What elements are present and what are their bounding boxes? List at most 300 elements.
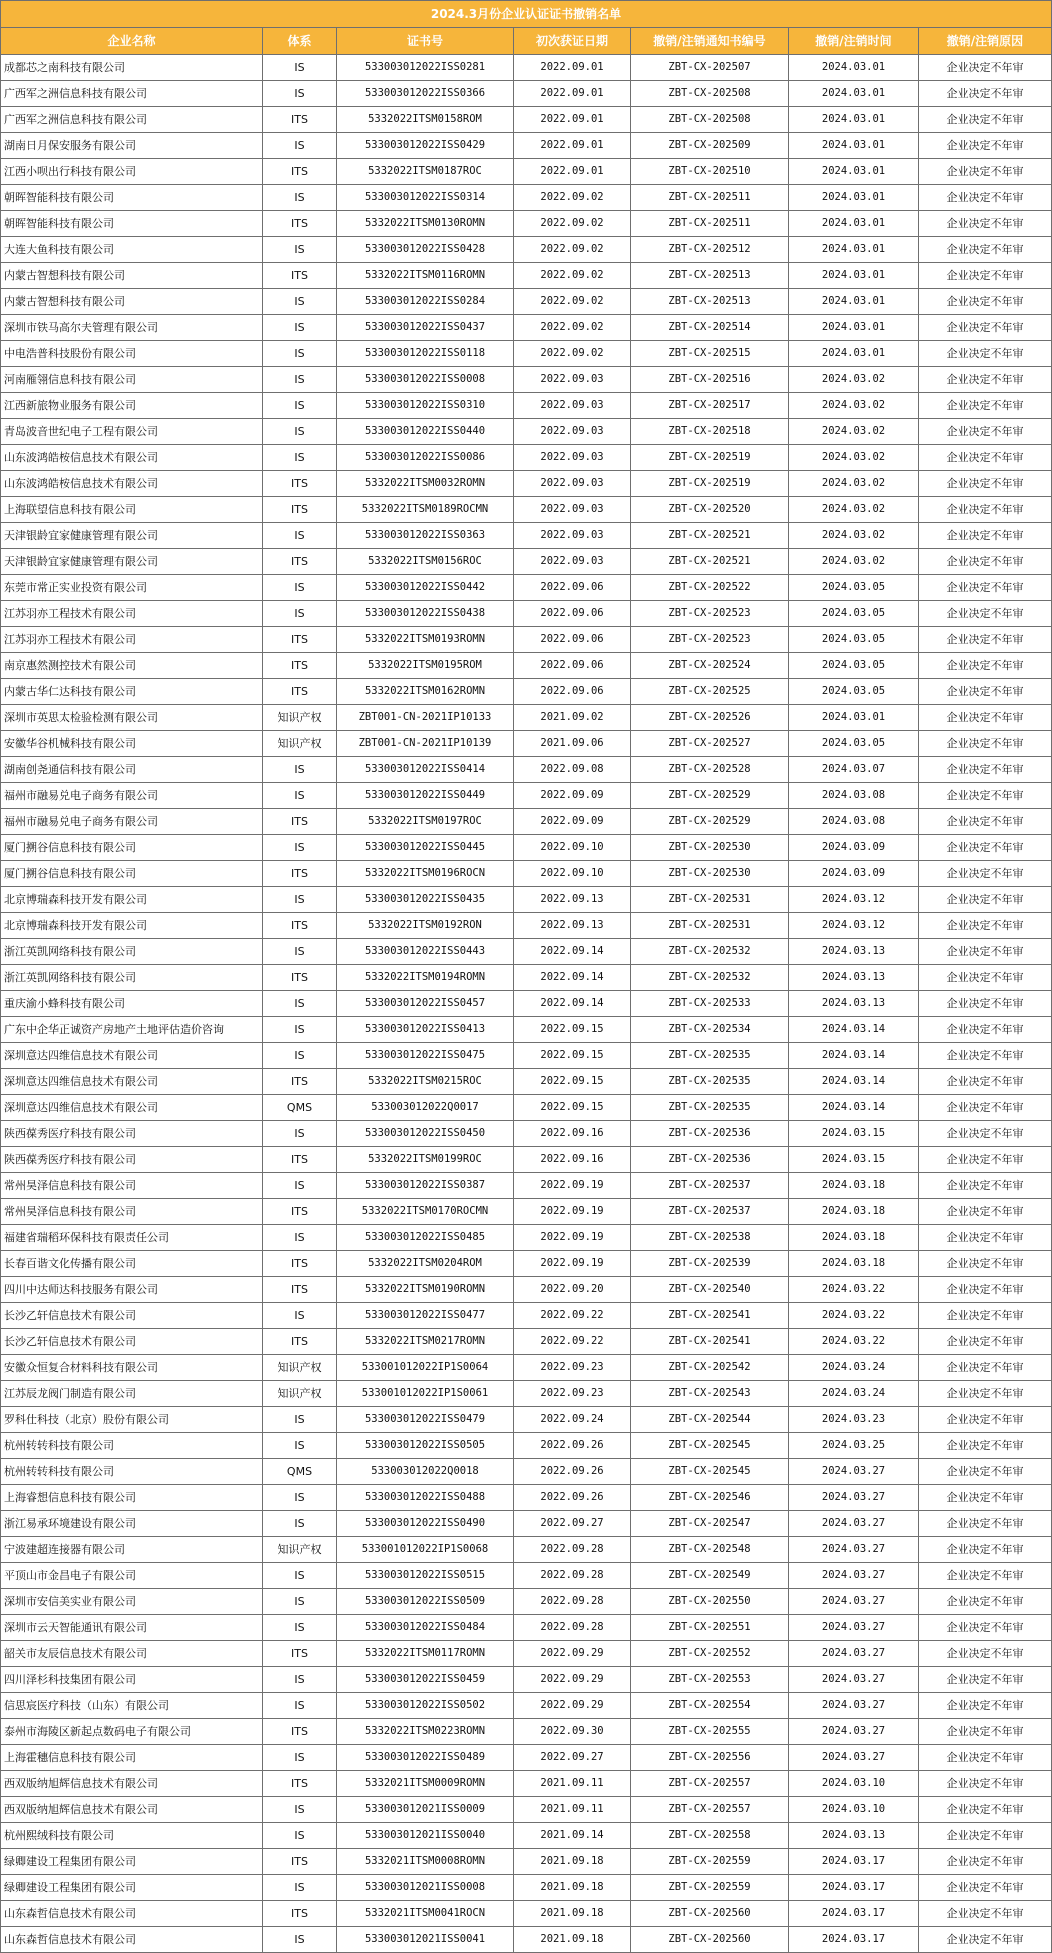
cell-reason: 企业决定不年审 [919, 1407, 1052, 1433]
cell-notice-number: ZBT-CX-202535 [631, 1043, 789, 1069]
cell-certificate-number: 533003012022ISS0414 [337, 757, 514, 783]
cell-certificate-number: 5332022ITSM0116ROMN [337, 263, 514, 289]
table-row [1, 913, 1052, 939]
cell-initial-date: 2022.09.06 [514, 653, 631, 679]
cell-notice-number: ZBT-CX-202550 [631, 1589, 789, 1615]
cell-system: ITS [263, 679, 337, 705]
table-body [1, 55, 1052, 1953]
cell-system: IS [263, 133, 337, 159]
cell-company-name: 长沙乙轩信息技术有限公司 [1, 1303, 263, 1329]
cell-system: IS [263, 991, 337, 1017]
cell-notice-number: ZBT-CX-202536 [631, 1121, 789, 1147]
cell-system: IS [263, 783, 337, 809]
cell-company-name: 陕西葆秀医疗科技有限公司 [1, 1121, 263, 1147]
cell-revocation-date: 2024.03.18 [789, 1251, 919, 1277]
cell-revocation-date: 2024.03.02 [789, 367, 919, 393]
cell-reason: 企业决定不年审 [919, 341, 1052, 367]
table-row [1, 1485, 1052, 1511]
cell-reason: 企业决定不年审 [919, 1771, 1052, 1797]
cell-reason: 企业决定不年审 [919, 1069, 1052, 1095]
cell-company-name: 北京博瑞森科技开发有限公司 [1, 913, 263, 939]
cell-company-name: 四川中达师达科技服务有限公司 [1, 1277, 263, 1303]
cell-initial-date: 2022.09.01 [514, 107, 631, 133]
cell-notice-number: ZBT-CX-202540 [631, 1277, 789, 1303]
table-row [1, 1303, 1052, 1329]
cell-initial-date: 2022.09.14 [514, 965, 631, 991]
title-row [1, 1, 1052, 28]
cell-certificate-number: 533003012022ISS0445 [337, 835, 514, 861]
cell-certificate-number: 533003012022ISS0435 [337, 887, 514, 913]
table-row [1, 939, 1052, 965]
cell-system: ITS [263, 861, 337, 887]
cell-revocation-date: 2024.03.01 [789, 81, 919, 107]
cell-revocation-date: 2024.03.14 [789, 1069, 919, 1095]
cell-revocation-date: 2024.03.27 [789, 1615, 919, 1641]
cell-company-name: 安徽华谷机械科技有限公司 [1, 731, 263, 757]
cell-company-name: 上海睿想信息科技有限公司 [1, 1485, 263, 1511]
cell-company-name: 安徽众恒复合材料科技有限公司 [1, 1355, 263, 1381]
cell-notice-number: ZBT-CX-202557 [631, 1797, 789, 1823]
cell-initial-date: 2022.09.13 [514, 913, 631, 939]
table-row [1, 1251, 1052, 1277]
cell-initial-date: 2022.09.10 [514, 861, 631, 887]
table-row [1, 1043, 1052, 1069]
table-row [1, 237, 1052, 263]
cell-initial-date: 2022.09.02 [514, 315, 631, 341]
cell-revocation-date: 2024.03.02 [789, 445, 919, 471]
cell-company-name: 山东森哲信息技术有限公司 [1, 1901, 263, 1927]
cell-system: IS [263, 1823, 337, 1849]
cell-notice-number: ZBT-CX-202527 [631, 731, 789, 757]
cell-system: IS [263, 523, 337, 549]
cell-notice-number: ZBT-CX-202509 [631, 133, 789, 159]
cell-company-name: 成都芯之南科技有限公司 [1, 55, 263, 81]
cell-system: IS [263, 81, 337, 107]
cell-initial-date: 2022.09.06 [514, 679, 631, 705]
cell-system: IS [263, 1693, 337, 1719]
cell-reason: 企业决定不年审 [919, 835, 1052, 861]
cell-initial-date: 2022.09.27 [514, 1745, 631, 1771]
cell-notice-number: ZBT-CX-202521 [631, 523, 789, 549]
table-row [1, 861, 1052, 887]
cell-reason: 企业决定不年审 [919, 471, 1052, 497]
cell-notice-number: ZBT-CX-202541 [631, 1329, 789, 1355]
cell-company-name: 重庆渝小蜂科技有限公司 [1, 991, 263, 1017]
cell-certificate-number: 5332022ITSM0190ROMN [337, 1277, 514, 1303]
cell-revocation-date: 2024.03.18 [789, 1225, 919, 1251]
cell-revocation-date: 2024.03.27 [789, 1563, 919, 1589]
cell-revocation-date: 2024.03.08 [789, 783, 919, 809]
cell-certificate-number: 533003012022ISS0437 [337, 315, 514, 341]
table-row [1, 549, 1052, 575]
table-row [1, 55, 1052, 81]
cell-notice-number: ZBT-CX-202532 [631, 965, 789, 991]
cell-certificate-number: 533003012022ISS0484 [337, 1615, 514, 1641]
table-row [1, 1173, 1052, 1199]
cell-company-name: 江苏辰龙阀门制造有限公司 [1, 1381, 263, 1407]
cell-revocation-date: 2024.03.27 [789, 1511, 919, 1537]
cell-revocation-date: 2024.03.01 [789, 185, 919, 211]
cell-certificate-number: 5332022ITSM0215ROC [337, 1069, 514, 1095]
cell-system: QMS [263, 1459, 337, 1485]
cell-notice-number: ZBT-CX-202558 [631, 1823, 789, 1849]
cell-revocation-date: 2024.03.27 [789, 1693, 919, 1719]
table-row [1, 107, 1052, 133]
cell-system: 知识产权 [263, 1381, 337, 1407]
cell-revocation-date: 2024.03.22 [789, 1329, 919, 1355]
cell-company-name: 绿卿建设工程集团有限公司 [1, 1875, 263, 1901]
table-row [1, 523, 1052, 549]
cell-system: ITS [263, 1199, 337, 1225]
cell-revocation-date: 2024.03.17 [789, 1849, 919, 1875]
column-header-certificate-number: 证书号 [337, 28, 514, 55]
cell-reason: 企业决定不年审 [919, 1875, 1052, 1901]
cell-notice-number: ZBT-CX-202555 [631, 1719, 789, 1745]
cell-certificate-number: 533003012022ISS0387 [337, 1173, 514, 1199]
cell-initial-date: 2022.09.15 [514, 1095, 631, 1121]
cell-revocation-date: 2024.03.17 [789, 1927, 919, 1953]
cell-initial-date: 2022.09.14 [514, 991, 631, 1017]
cell-notice-number: ZBT-CX-202548 [631, 1537, 789, 1563]
cell-initial-date: 2022.09.03 [514, 419, 631, 445]
cell-system: ITS [263, 1069, 337, 1095]
cell-certificate-number: 533003012022ISS0450 [337, 1121, 514, 1147]
cell-certificate-number: 5332022ITSM0130ROMN [337, 211, 514, 237]
table-row [1, 627, 1052, 653]
cell-certificate-number: 533003012022ISS0366 [337, 81, 514, 107]
cell-initial-date: 2022.09.19 [514, 1251, 631, 1277]
cell-revocation-date: 2024.03.14 [789, 1017, 919, 1043]
cell-system: IS [263, 939, 337, 965]
table-row [1, 991, 1052, 1017]
cell-company-name: 杭州转转科技有限公司 [1, 1459, 263, 1485]
cell-notice-number: ZBT-CX-202514 [631, 315, 789, 341]
cell-reason: 企业决定不年审 [919, 1511, 1052, 1537]
cell-reason: 企业决定不年审 [919, 1329, 1052, 1355]
cell-revocation-date: 2024.03.02 [789, 497, 919, 523]
cell-system: ITS [263, 627, 337, 653]
cell-certificate-number: 533003012022ISS0008 [337, 367, 514, 393]
cell-system: IS [263, 1173, 337, 1199]
cell-notice-number: ZBT-CX-202545 [631, 1459, 789, 1485]
cell-system: ITS [263, 1901, 337, 1927]
cell-initial-date: 2022.09.02 [514, 211, 631, 237]
cell-notice-number: ZBT-CX-202543 [631, 1381, 789, 1407]
cell-system: IS [263, 1563, 337, 1589]
cell-reason: 企业决定不年审 [919, 1251, 1052, 1277]
cell-company-name: 中电浩普科技股份有限公司 [1, 341, 263, 367]
cell-certificate-number: 5332021ITSM0009ROMN [337, 1771, 514, 1797]
cell-revocation-date: 2024.03.05 [789, 575, 919, 601]
cell-system: IS [263, 887, 337, 913]
cell-reason: 企业决定不年审 [919, 1277, 1052, 1303]
cell-revocation-date: 2024.03.13 [789, 965, 919, 991]
cell-system: IS [263, 1667, 337, 1693]
cell-notice-number: ZBT-CX-202535 [631, 1069, 789, 1095]
cell-notice-number: ZBT-CX-202531 [631, 887, 789, 913]
cell-company-name: 深圳市云天智能通讯有限公司 [1, 1615, 263, 1641]
table-row [1, 1355, 1052, 1381]
cell-notice-number: ZBT-CX-202541 [631, 1303, 789, 1329]
cell-notice-number: ZBT-CX-202515 [631, 341, 789, 367]
cell-certificate-number: 5332022ITSM0193ROMN [337, 627, 514, 653]
cell-certificate-number: 533003012022ISS0449 [337, 783, 514, 809]
cell-revocation-date: 2024.03.02 [789, 523, 919, 549]
cell-company-name: 湖南日月保安服务有限公司 [1, 133, 263, 159]
cell-notice-number: ZBT-CX-202531 [631, 913, 789, 939]
cell-system: IS [263, 237, 337, 263]
cell-certificate-number: 5332022ITSM0204ROM [337, 1251, 514, 1277]
cell-initial-date: 2022.09.02 [514, 289, 631, 315]
cell-certificate-number: 533003012022ISS0086 [337, 445, 514, 471]
cell-certificate-number: 533003012022ISS0413 [337, 1017, 514, 1043]
cell-reason: 企业决定不年审 [919, 1667, 1052, 1693]
cell-reason: 企业决定不年审 [919, 861, 1052, 887]
cell-initial-date: 2022.09.16 [514, 1147, 631, 1173]
cell-initial-date: 2022.09.01 [514, 81, 631, 107]
cell-notice-number: ZBT-CX-202547 [631, 1511, 789, 1537]
cell-revocation-date: 2024.03.01 [789, 705, 919, 731]
cell-certificate-number: 5332022ITSM0170ROCMN [337, 1199, 514, 1225]
cell-system: ITS [263, 653, 337, 679]
cell-initial-date: 2022.09.02 [514, 237, 631, 263]
cell-initial-date: 2022.09.27 [514, 1511, 631, 1537]
table-row [1, 1797, 1052, 1823]
cell-reason: 企业决定不年审 [919, 1849, 1052, 1875]
cell-system: IS [263, 1615, 337, 1641]
cell-initial-date: 2022.09.01 [514, 159, 631, 185]
cell-revocation-date: 2024.03.13 [789, 991, 919, 1017]
cell-initial-date: 2022.09.28 [514, 1615, 631, 1641]
cell-notice-number: ZBT-CX-202526 [631, 705, 789, 731]
cell-revocation-date: 2024.03.09 [789, 835, 919, 861]
table-row [1, 133, 1052, 159]
cell-initial-date: 2022.09.02 [514, 185, 631, 211]
cell-revocation-date: 2024.03.18 [789, 1173, 919, 1199]
cell-revocation-date: 2024.03.01 [789, 133, 919, 159]
cell-revocation-date: 2024.03.27 [789, 1459, 919, 1485]
cell-reason: 企业决定不年审 [919, 887, 1052, 913]
cell-notice-number: ZBT-CX-202511 [631, 211, 789, 237]
cell-revocation-date: 2024.03.02 [789, 419, 919, 445]
cell-reason: 企业决定不年审 [919, 393, 1052, 419]
cell-notice-number: ZBT-CX-202523 [631, 627, 789, 653]
cell-initial-date: 2022.09.03 [514, 445, 631, 471]
table-row [1, 1095, 1052, 1121]
column-header-revocation-date: 撤销/注销时间 [789, 28, 919, 55]
cell-revocation-date: 2024.03.27 [789, 1719, 919, 1745]
cell-revocation-date: 2024.03.01 [789, 55, 919, 81]
cell-certificate-number: 533001012022IP1S0068 [337, 1537, 514, 1563]
cell-system: IS [263, 1797, 337, 1823]
cell-certificate-number: 5332021ITSM0041ROCN [337, 1901, 514, 1927]
cell-revocation-date: 2024.03.01 [789, 341, 919, 367]
cell-notice-number: ZBT-CX-202533 [631, 991, 789, 1017]
cell-system: IS [263, 445, 337, 471]
cell-notice-number: ZBT-CX-202552 [631, 1641, 789, 1667]
cell-revocation-date: 2024.03.01 [789, 289, 919, 315]
cell-company-name: 深圳意达四维信息技术有限公司 [1, 1095, 263, 1121]
table-row [1, 81, 1052, 107]
cell-initial-date: 2022.09.24 [514, 1407, 631, 1433]
cell-certificate-number: 533003012022ISS0442 [337, 575, 514, 601]
cell-company-name: 广西军之洲信息科技有限公司 [1, 81, 263, 107]
cell-reason: 企业决定不年审 [919, 1563, 1052, 1589]
cell-initial-date: 2022.09.13 [514, 887, 631, 913]
cell-revocation-date: 2024.03.05 [789, 731, 919, 757]
cell-notice-number: ZBT-CX-202536 [631, 1147, 789, 1173]
cell-revocation-date: 2024.03.01 [789, 107, 919, 133]
cell-revocation-date: 2024.03.05 [789, 627, 919, 653]
cell-notice-number: ZBT-CX-202542 [631, 1355, 789, 1381]
cell-reason: 企业决定不年审 [919, 1303, 1052, 1329]
cell-reason: 企业决定不年审 [919, 679, 1052, 705]
cell-notice-number: ZBT-CX-202549 [631, 1563, 789, 1589]
cell-system: IS [263, 289, 337, 315]
table-row [1, 1381, 1052, 1407]
cell-system: ITS [263, 1849, 337, 1875]
cell-certificate-number: 533003012022ISS0310 [337, 393, 514, 419]
cell-reason: 企业决定不年审 [919, 81, 1052, 107]
cell-notice-number: ZBT-CX-202516 [631, 367, 789, 393]
table-row [1, 1017, 1052, 1043]
cell-initial-date: 2021.09.18 [514, 1875, 631, 1901]
cell-initial-date: 2022.09.01 [514, 55, 631, 81]
cell-system: ITS [263, 159, 337, 185]
cell-notice-number: ZBT-CX-202519 [631, 445, 789, 471]
cell-certificate-number: 5332022ITSM0196ROCN [337, 861, 514, 887]
cell-company-name: 山东波鸿皓桉信息技术有限公司 [1, 445, 263, 471]
cell-certificate-number: 5332022ITSM0223ROMN [337, 1719, 514, 1745]
cell-reason: 企业决定不年审 [919, 705, 1052, 731]
cell-system: IS [263, 1043, 337, 1069]
cell-certificate-number: 5332022ITSM0189ROCMN [337, 497, 514, 523]
cell-certificate-number: 533003012022ISS0485 [337, 1225, 514, 1251]
cell-system: IS [263, 185, 337, 211]
cell-revocation-date: 2024.03.05 [789, 679, 919, 705]
cell-notice-number: ZBT-CX-202557 [631, 1771, 789, 1797]
cell-system: 知识产权 [263, 1537, 337, 1563]
cell-reason: 企业决定不年审 [919, 367, 1052, 393]
cell-notice-number: ZBT-CX-202512 [631, 237, 789, 263]
table-row [1, 1121, 1052, 1147]
cell-system: IS [263, 757, 337, 783]
table-row [1, 705, 1052, 731]
cell-notice-number: ZBT-CX-202519 [631, 471, 789, 497]
cell-certificate-number: 5332022ITSM0162ROMN [337, 679, 514, 705]
cell-company-name: 信思宸医疗科技（山东）有限公司 [1, 1693, 263, 1719]
cell-revocation-date: 2024.03.12 [789, 913, 919, 939]
cell-revocation-date: 2024.03.01 [789, 315, 919, 341]
table-row [1, 1147, 1052, 1173]
table-row [1, 1589, 1052, 1615]
cell-initial-date: 2022.09.29 [514, 1667, 631, 1693]
cell-notice-number: ZBT-CX-202539 [631, 1251, 789, 1277]
table-row [1, 1927, 1052, 1953]
cell-certificate-number: 533003012022ISS0505 [337, 1433, 514, 1459]
cell-reason: 企业决定不年审 [919, 1693, 1052, 1719]
cell-notice-number: ZBT-CX-202559 [631, 1849, 789, 1875]
cell-reason: 企业决定不年审 [919, 1225, 1052, 1251]
cell-initial-date: 2022.09.15 [514, 1043, 631, 1069]
cell-revocation-date: 2024.03.27 [789, 1589, 919, 1615]
cell-initial-date: 2022.09.19 [514, 1199, 631, 1225]
cell-initial-date: 2022.09.30 [514, 1719, 631, 1745]
cell-initial-date: 2022.09.23 [514, 1381, 631, 1407]
table-row [1, 679, 1052, 705]
cell-certificate-number: 533003012022ISS0509 [337, 1589, 514, 1615]
cell-certificate-number: 5332022ITSM0117ROMN [337, 1641, 514, 1667]
cell-initial-date: 2021.09.18 [514, 1927, 631, 1953]
cell-initial-date: 2022.09.03 [514, 367, 631, 393]
cell-initial-date: 2022.09.26 [514, 1485, 631, 1511]
cell-notice-number: ZBT-CX-202534 [631, 1017, 789, 1043]
cell-certificate-number: 533003012022ISS0475 [337, 1043, 514, 1069]
cell-notice-number: ZBT-CX-202560 [631, 1927, 789, 1953]
cell-reason: 企业决定不年审 [919, 783, 1052, 809]
cell-revocation-date: 2024.03.22 [789, 1303, 919, 1329]
cell-initial-date: 2021.09.18 [514, 1901, 631, 1927]
cell-revocation-date: 2024.03.24 [789, 1381, 919, 1407]
cell-system: ITS [263, 263, 337, 289]
cell-certificate-number: 533003012022ISS0440 [337, 419, 514, 445]
table-row [1, 1563, 1052, 1589]
cell-system: IS [263, 1017, 337, 1043]
cell-certificate-number: 533003012022ISS0429 [337, 133, 514, 159]
cell-company-name: 西双版纳旭辉信息技术有限公司 [1, 1797, 263, 1823]
column-header-initial-date: 初次获证日期 [514, 28, 631, 55]
cell-certificate-number: 533003012022ISS0438 [337, 601, 514, 627]
cell-reason: 企业决定不年审 [919, 497, 1052, 523]
cell-reason: 企业决定不年审 [919, 913, 1052, 939]
column-header-reason: 撤销/注销原因 [919, 28, 1052, 55]
table-row [1, 835, 1052, 861]
cell-company-name: 深圳市英思太检验检测有限公司 [1, 705, 263, 731]
cell-certificate-number: 533003012022ISS0489 [337, 1745, 514, 1771]
cell-revocation-date: 2024.03.05 [789, 601, 919, 627]
cell-company-name: 深圳意达四维信息技术有限公司 [1, 1069, 263, 1095]
cell-certificate-number: 533003012022ISS0502 [337, 1693, 514, 1719]
cell-notice-number: ZBT-CX-202554 [631, 1693, 789, 1719]
cell-company-name: 山东波鸿皓桉信息技术有限公司 [1, 471, 263, 497]
cell-initial-date: 2022.09.06 [514, 601, 631, 627]
cell-revocation-date: 2024.03.01 [789, 211, 919, 237]
cell-reason: 企业决定不年审 [919, 991, 1052, 1017]
cell-company-name: 大连大鱼科技有限公司 [1, 237, 263, 263]
cell-revocation-date: 2024.03.10 [789, 1771, 919, 1797]
cell-reason: 企业决定不年审 [919, 757, 1052, 783]
cell-reason: 企业决定不年审 [919, 1823, 1052, 1849]
cell-reason: 企业决定不年审 [919, 1017, 1052, 1043]
cell-company-name: 长春百谐文化传播有限公司 [1, 1251, 263, 1277]
cell-revocation-date: 2024.03.09 [789, 861, 919, 887]
cell-initial-date: 2022.09.01 [514, 133, 631, 159]
cell-initial-date: 2021.09.11 [514, 1771, 631, 1797]
cell-certificate-number: 533001012022IP1S0061 [337, 1381, 514, 1407]
cell-reason: 企业决定不年审 [919, 939, 1052, 965]
cell-system: ITS [263, 965, 337, 991]
cell-company-name: 北京博瑞森科技开发有限公司 [1, 887, 263, 913]
cell-system: IS [263, 1121, 337, 1147]
cell-reason: 企业决定不年审 [919, 1615, 1052, 1641]
cell-reason: 企业决定不年审 [919, 445, 1052, 471]
column-header-company: 企业名称 [1, 28, 263, 55]
cell-company-name: 青岛波音世纪电子工程有限公司 [1, 419, 263, 445]
table-row [1, 341, 1052, 367]
cell-reason: 企业决定不年审 [919, 419, 1052, 445]
cell-revocation-date: 2024.03.05 [789, 653, 919, 679]
cell-company-name: 韶关市友辰信息技术有限公司 [1, 1641, 263, 1667]
